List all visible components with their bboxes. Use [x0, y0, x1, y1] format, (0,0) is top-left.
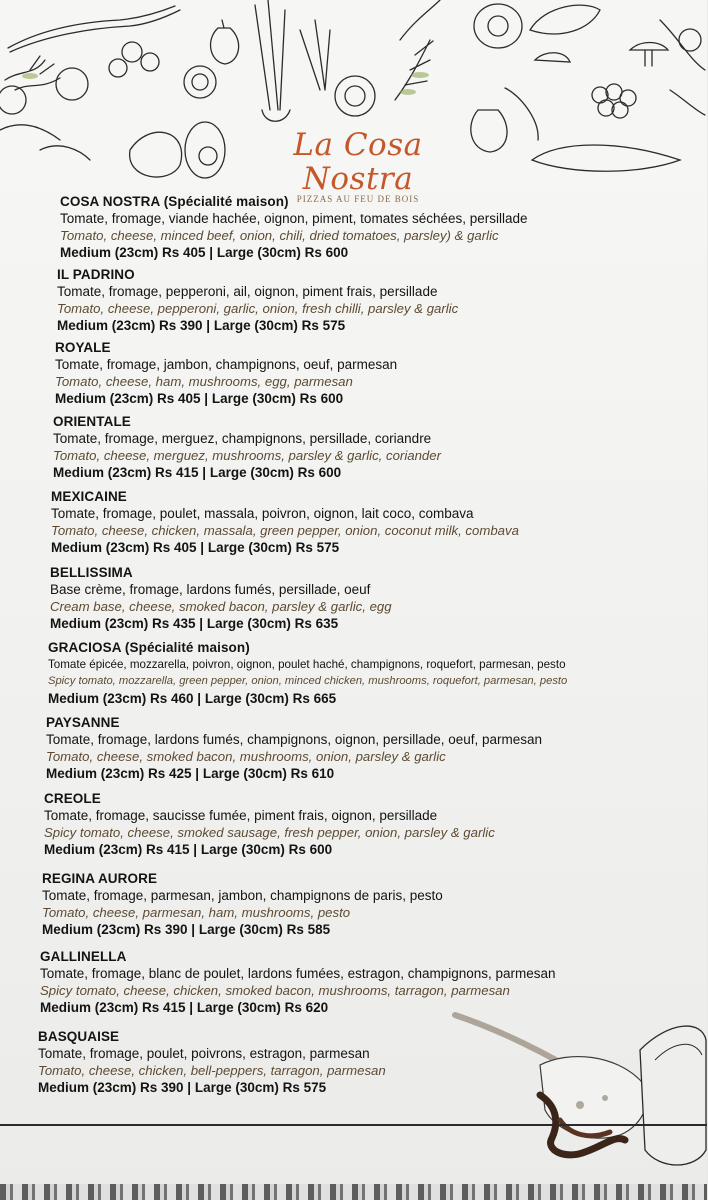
item-description-fr: Tomate, fromage, poulet, poivrons, estragon, parmesan	[38, 1046, 370, 1061]
item-description-en: Spicy tomato, cheese, smoked sausage, fresh pepper, onion, parsley & garlic	[44, 825, 495, 840]
menu-item-mexicaine	[51, 488, 691, 557]
item-price: Medium (23cm) Rs 390 | Large (30cm) Rs 575	[57, 318, 346, 333]
item-description-fr: Tomate, fromage, blanc de poulet, lardons fumées, estragon, champignons, parmesan	[40, 966, 556, 981]
item-name: ORIENTALE	[53, 414, 131, 429]
item-description-fr: Base crème, fromage, lardons fumés, persillade, oeuf	[50, 582, 371, 597]
item-description-en: Tomato, cheese, ham, mushrooms, egg, parmesan	[55, 374, 353, 389]
item-description-fr: Tomate, fromage, merguez, champignons, persillade, coriandre	[53, 431, 432, 446]
item-price: Medium (23cm) Rs 405 | Large (30cm) Rs 600	[55, 391, 344, 406]
item-price: Medium (23cm) Rs 415 | Large (30cm) Rs 600	[53, 465, 342, 480]
pizza-peel-sketch-icon	[440, 1010, 707, 1180]
menu-item-gallinella	[40, 948, 700, 1017]
menu-item-creole	[44, 790, 684, 859]
item-name: GALLINELLA	[40, 949, 127, 964]
item-name: IL PADRINO	[57, 267, 135, 282]
item-description-fr: Tomate épicée, mozzarella, poivron, oignon, poulet haché, champignons, roquefort, parmesan, pesto	[48, 658, 566, 671]
item-price: Medium (23cm) Rs 435 | Large (30cm) Rs 635	[50, 616, 339, 631]
item-name: MEXICAINE	[51, 489, 127, 504]
item-price: Medium (23cm) Rs 425 | Large (30cm) Rs 610	[46, 766, 335, 781]
item-description-en: Cream base, cheese, smoked bacon, parsley & garlic, egg	[50, 599, 392, 614]
menu-item-bellissima	[50, 564, 690, 633]
item-description-en: Tomato, cheese, chicken, massala, green pepper, onion, coconut milk, combava	[51, 523, 519, 538]
menu-item-paysanne	[46, 714, 686, 783]
menu-item-cosa-nostra	[60, 193, 700, 262]
item-description-fr: Tomate, fromage, poulet, massala, poivron, oignon, lait coco, combava	[51, 506, 474, 521]
item-description-fr: Tomate, fromage, parmesan, jambon, champignons de paris, pesto	[42, 888, 443, 903]
brand-name: La Cosa Nostra	[293, 127, 423, 197]
item-price: Medium (23cm) Rs 390 | Large (30cm) Rs 575	[38, 1080, 327, 1095]
menu-item-orientale	[53, 413, 693, 482]
page-edge	[0, 1184, 707, 1200]
item-description-en: Spicy tomato, mozzarella, green pepper, onion, minced chicken, mushrooms, roquefort, parmesan, pesto	[48, 675, 568, 687]
menu-item-il-padrino	[57, 266, 697, 335]
item-description-en: Tomato, cheese, chicken, bell-peppers, tarragon, parmesan	[38, 1063, 386, 1078]
item-name: PAYSANNE	[46, 715, 120, 730]
divider-line	[0, 1124, 707, 1126]
item-name: COSA NOSTRA (Spécialité maison)	[60, 194, 289, 209]
item-description-en: Tomato, cheese, parmesan, ham, mushrooms, pesto	[42, 905, 351, 920]
item-description-en: Spicy tomato, cheese, chicken, smoked bacon, mushrooms, tarragon, parmesan	[40, 983, 510, 998]
item-price: Medium (23cm) Rs 405 | Large (30cm) Rs 600	[60, 245, 349, 260]
item-description-fr: Tomate, fromage, lardons fumés, champignons, oignon, persillade, oeuf, parmesan	[46, 732, 543, 747]
item-price: Medium (23cm) Rs 405 | Large (30cm) Rs 575	[51, 540, 340, 555]
item-name: ROYALE	[55, 340, 111, 355]
item-description-en: Tomato, cheese, smoked bacon, mushrooms, onion, parsley & garlic	[46, 749, 446, 764]
menu-item-royale	[55, 339, 695, 408]
item-price: Medium (23cm) Rs 460 | Large (30cm) Rs 665	[48, 691, 337, 706]
item-name: REGINA AURORE	[42, 871, 158, 886]
item-name: BELLISSIMA	[50, 565, 133, 580]
brand-tagline: PIZZAS AU FEU DE BOIS	[296, 194, 420, 204]
menu-item-graciosa	[48, 639, 708, 708]
item-description-en: Tomato, cheese, minced beef, onion, chili, dried tomatoes, parsley) & garlic	[60, 228, 499, 243]
item-description-fr: Tomate, fromage, pepperoni, ail, oignon, piment frais, persillade	[57, 284, 438, 299]
item-price: Medium (23cm) Rs 415 | Large (30cm) Rs 600	[44, 842, 333, 857]
item-description-fr: Tomate, fromage, viande hachée, oignon, piment, tomates séchées, persillade	[60, 211, 528, 226]
item-name: GRACIOSA (Spécialité maison)	[48, 640, 250, 655]
item-name: CREOLE	[44, 791, 101, 806]
item-description-en: Tomato, cheese, pepperoni, garlic, onion, fresh chilli, parsley & garlic	[57, 301, 459, 316]
item-name: BASQUAISE	[38, 1029, 120, 1044]
item-description-fr: Tomate, fromage, jambon, champignons, oeuf, parmesan	[55, 357, 398, 372]
item-price: Medium (23cm) Rs 415 | Large (30cm) Rs 620	[40, 1000, 329, 1015]
item-price: Medium (23cm) Rs 390 | Large (30cm) Rs 585	[42, 922, 331, 937]
menu-item-regina-aurore	[42, 870, 682, 939]
item-description-fr: Tomate, fromage, saucisse fumée, piment frais, oignon, persillade	[44, 808, 438, 823]
item-description-en: Tomato, cheese, merguez, mushrooms, parsley & garlic, coriander	[53, 448, 441, 463]
